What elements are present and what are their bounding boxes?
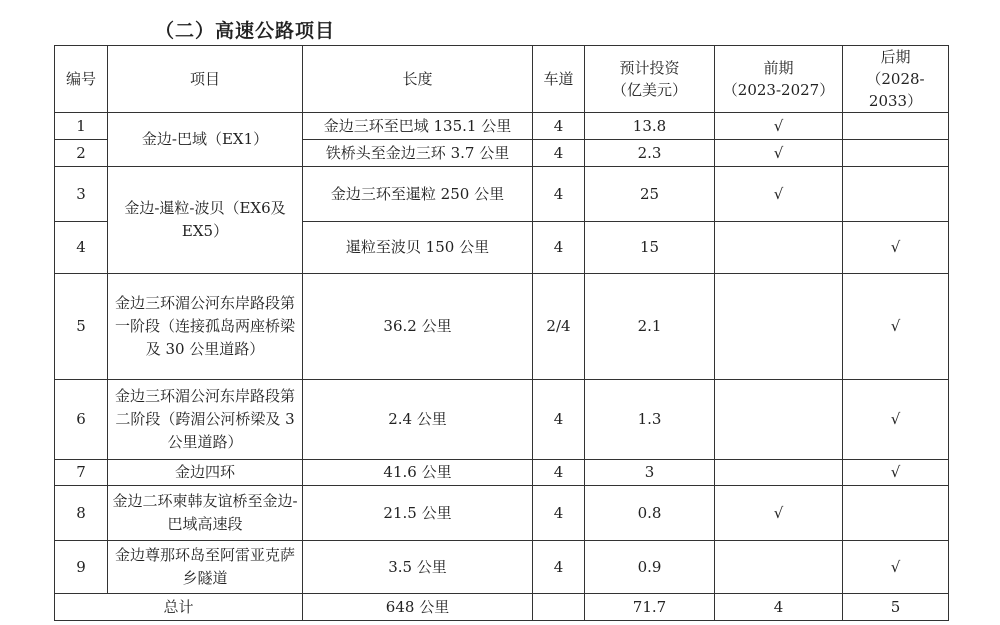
- header-no: 编号: [55, 46, 108, 113]
- row-length: 41.6 公里: [303, 460, 533, 486]
- row-length: 铁桥头至金边三环 3.7 公里: [303, 140, 533, 167]
- header-project: 项目: [108, 46, 303, 113]
- row-lanes: 4: [533, 113, 585, 140]
- row-investment: 0.9: [585, 541, 715, 594]
- header-row: [55, 46, 949, 113]
- table-row: [55, 274, 949, 380]
- row-late: √: [843, 222, 949, 274]
- row-investment: 25: [585, 167, 715, 222]
- total-late: 5: [843, 594, 949, 621]
- row-length: 金边三环至暹粒 250 公里: [303, 167, 533, 222]
- header-late: 后期 （2028-2033）: [843, 46, 949, 113]
- table-row: [55, 486, 949, 541]
- row-no: 5: [55, 274, 108, 380]
- row-length: 3.5 公里: [303, 541, 533, 594]
- row-early: [715, 541, 843, 594]
- row-early: √: [715, 113, 843, 140]
- header-early: 前期 （2023-2027）: [715, 46, 843, 113]
- row-early: [715, 274, 843, 380]
- row-investment: 2.1: [585, 274, 715, 380]
- table-row: [55, 541, 949, 594]
- row-no: 4: [55, 222, 108, 274]
- row-late: √: [843, 380, 949, 460]
- row-investment: 13.8: [585, 113, 715, 140]
- row-lanes: 4: [533, 140, 585, 167]
- total-lanes: [533, 594, 585, 621]
- row-late: [843, 486, 949, 541]
- row-lanes: 4: [533, 380, 585, 460]
- row-project: 金边四环: [108, 460, 303, 486]
- row-no: 6: [55, 380, 108, 460]
- total-length: 648 公里: [303, 594, 533, 621]
- highway-projects-table: [54, 45, 949, 621]
- row-no: 7: [55, 460, 108, 486]
- row-early: √: [715, 486, 843, 541]
- row-early: [715, 460, 843, 486]
- row-lanes: 4: [533, 486, 585, 541]
- row-lanes: 2/4: [533, 274, 585, 380]
- row-late: [843, 113, 949, 140]
- row-lanes: 4: [533, 460, 585, 486]
- row-length: 36.2 公里: [303, 274, 533, 380]
- table-row: [55, 113, 949, 140]
- total-label: 总计: [55, 594, 303, 621]
- table-row: [55, 380, 949, 460]
- row-late: √: [843, 460, 949, 486]
- row-late: [843, 167, 949, 222]
- row-late: √: [843, 541, 949, 594]
- row-late: [843, 140, 949, 167]
- row-no: 8: [55, 486, 108, 541]
- project-group-ex6-ex5: 金边-暹粒-波贝（EX6及EX5）: [108, 167, 303, 274]
- row-lanes: 4: [533, 541, 585, 594]
- row-length: 暹粒至波贝 150 公里: [303, 222, 533, 274]
- row-late: √: [843, 274, 949, 380]
- row-project: 金边二环柬韩友谊桥至金边-巴域高速段: [108, 486, 303, 541]
- table-row: [55, 460, 949, 486]
- row-project: 金边尊那环岛至阿雷亚克萨乡隧道: [108, 541, 303, 594]
- row-no: 1: [55, 113, 108, 140]
- row-investment: 2.3: [585, 140, 715, 167]
- row-project: 金边三环湄公河东岸路段第一阶段（连接孤岛两座桥梁及 30 公里道路）: [108, 274, 303, 380]
- header-lanes: 车道: [533, 46, 585, 113]
- project-group-ex1: 金边-巴域（EX1）: [108, 113, 303, 167]
- row-no: 9: [55, 541, 108, 594]
- header-length: 长度: [303, 46, 533, 113]
- total-investment: 71.7: [585, 594, 715, 621]
- row-length: 金边三环至巴域 135.1 公里: [303, 113, 533, 140]
- row-investment: 3: [585, 460, 715, 486]
- row-no: 2: [55, 140, 108, 167]
- row-investment: 1.3: [585, 380, 715, 460]
- row-no: 3: [55, 167, 108, 222]
- row-early: √: [715, 167, 843, 222]
- table-row: [55, 167, 949, 222]
- row-project: 金边三环湄公河东岸路段第二阶段（跨湄公河桥梁及 3 公里道路）: [108, 380, 303, 460]
- row-early: [715, 222, 843, 274]
- total-early: 4: [715, 594, 843, 621]
- row-length: 21.5 公里: [303, 486, 533, 541]
- row-length: 2.4 公里: [303, 380, 533, 460]
- header-investment: 预计投资 （亿美元）: [585, 46, 715, 113]
- row-investment: 0.8: [585, 486, 715, 541]
- total-row: [55, 594, 949, 621]
- row-early: [715, 380, 843, 460]
- row-early: √: [715, 140, 843, 167]
- row-lanes: 4: [533, 167, 585, 222]
- section-heading: （二）高速公路项目: [155, 20, 336, 42]
- row-investment: 15: [585, 222, 715, 274]
- row-lanes: 4: [533, 222, 585, 274]
